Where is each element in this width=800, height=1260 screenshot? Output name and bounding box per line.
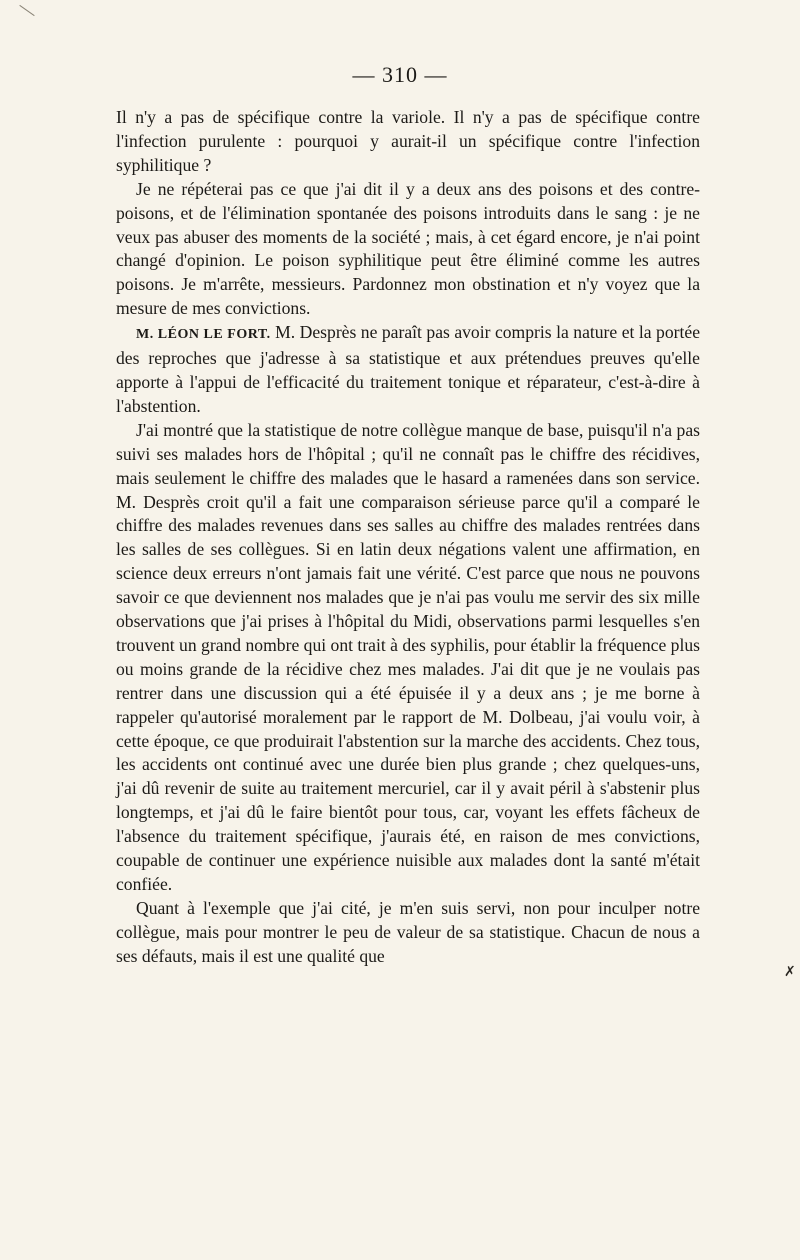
paragraph-2 <box>116 178 700 321</box>
paragraph-3 <box>116 321 700 419</box>
margin-mark: ✗ <box>784 965 796 980</box>
paragraph-2-text: Je ne répéterai pas ce que j'ai dit il y a deux ans des poisons et des contre-poisons, et de l'élimination spontanée des poisons introduits dans le sang : je ne veux pas abuser des moments de la société ; mais, à cet égard encore, je n'ai point changé d'opinion. Le poison syphilitique peut être éliminé comme les autres poisons. Je m'arrête, messieurs. Pardonnez mon obstination et n'y voyez que la mesure de mes convictions. <box>116 178 700 319</box>
paragraph-4 <box>116 419 700 897</box>
paragraph-1-text: Il n'y a pas de spécifique contre la variole. Il n'y a pas de spécifique contre l'infection purulente : pourquoi y aurait-il un spécifique contre l'infection syphilitique ? <box>116 107 700 175</box>
paragraph-5 <box>116 897 700 969</box>
speaker-name: M. LÉON LE FORT. <box>136 327 271 343</box>
paragraph-3-text: M. Desprès ne paraît pas avoir compris la nature et la portée des reproches que j'adresse à sa statistique et aux prétendues preuves qu'elle apporte à l'appui de l'efficacité du traitement tonique et réparateur, c'est-à-dire à l'abstention. <box>116 322 700 416</box>
scan-corner-mark <box>19 5 34 16</box>
page-number: — 310 — <box>352 62 448 87</box>
paragraph-5-text: Quant à l'exemple que j'ai cité, je m'en suis servi, non pour inculper notre collègue, mais pour montrer le peu de valeur de sa statistique. Chacun de nous a ses défauts, mais il est une qualité que <box>116 897 700 966</box>
paragraph-4-text: J'ai montré que la statistique de notre collègue manque de base, puisqu'il n'a pas suivi ses malades hors de l'hôpital ; qu'il ne connaît pas le chiffre des récidives, mais seulement le chiffre des malades que le hasard a ramenées dans son service. M. Desprès croit qu'il a fait une comparaison sérieuse parce qu'il a comparé le chiffre des malades revenues dans ses salles au chiffre des malades rentrées dans les salles de ses collègues. Si en latin deux négations valent une affirmation, en science deux erreurs n'ont jamais fait une vérité. C'est parce que nous ne pouvons savoir ce que deviennent nos malades que je n'ai pas voulu me servir des six mille observations que j'ai prises à l'hôpital du Midi, observations parmi lesquelles s'en trouvent un grand nombre qui ont trait à des syphilis, pour établir la fréquence plus ou moins grande de la récidive chez mes malades. J'ai dit que je ne voulais pas rentrer dans une discussion qui a été épuisée il y a deux ans ; je me borne à rappeler qu'autorisé moralement par le rapport de M. Dolbeau, j'ai voulu voir, à cette époque, ce que produirait l'abstention sur la marche des accidents. Chez tous, les accidents ont continué avec une durée bien plus grande ; chez quelques-uns, j'ai dû revenir de suite au traitement mercuriel, car il y avait péril à s'abstenir plus longtemps, et j'ai dû le faire bientôt pour tous, car, voyant les effets fâcheux de l'absence du traitement spécifique, j'aurais été, en raison de mes convictions, coupable de continuer une expérience nuisible aux malades dont la santé m'était confiée. <box>116 419 700 894</box>
body-text <box>116 106 700 969</box>
paragraph-1 <box>116 106 700 178</box>
